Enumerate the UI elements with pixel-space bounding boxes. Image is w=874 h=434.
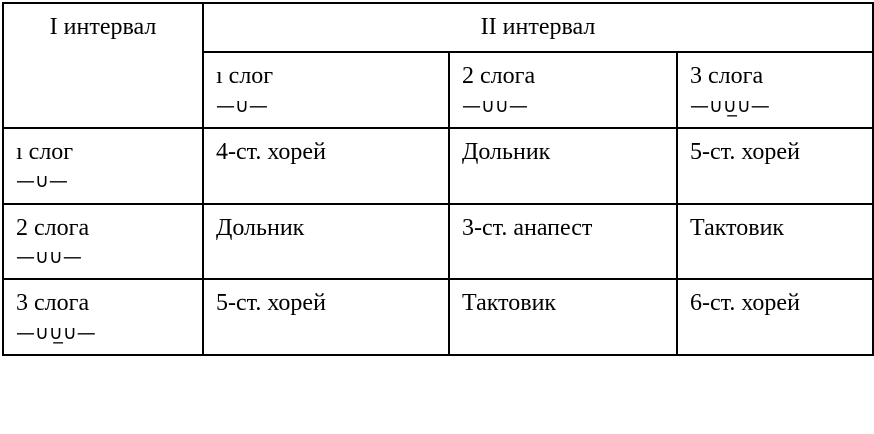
- corner-header-cell: [3, 3, 203, 128]
- cell-value-r2c3: Тактовик: [690, 214, 785, 241]
- cell-value-r1c1: 4-ст. хорей: [216, 139, 326, 166]
- table-cell-r1c1: [203, 128, 449, 204]
- table-cell-r1c3: [677, 128, 873, 204]
- table-header-row-top: [3, 3, 873, 52]
- cell-value-r3c2: Тактовик: [462, 290, 557, 317]
- corner-header-label: I интервал: [49, 14, 157, 40]
- table-cell-r3c2: [449, 279, 677, 355]
- table-row: [3, 204, 873, 280]
- cell-value-r3c3: 6-ст. хорей: [690, 290, 800, 317]
- table-cell-r3c1: [203, 279, 449, 355]
- row-header-label-1: ı слог: [16, 139, 74, 166]
- table-sheet: [0, 2, 874, 434]
- table-cell-r2c2: [449, 204, 677, 280]
- row-header-cell-3: [3, 279, 203, 355]
- table-cell-r3c3: [677, 279, 873, 355]
- metrics-table: [2, 2, 874, 356]
- column-header-cell-2: [449, 52, 677, 128]
- row-header-scheme-2: —∪∪—: [16, 246, 82, 269]
- column-header-label-3: 3 слога: [690, 63, 764, 90]
- column-header-scheme-3: —∪∪̲∪—: [690, 94, 770, 117]
- table-row: [3, 279, 873, 355]
- table-row: [3, 128, 873, 204]
- row-header-scheme-1: —∪—: [16, 170, 68, 193]
- column-header-cell-1: [203, 52, 449, 128]
- row-header-label-3: 3 слога: [16, 290, 90, 317]
- row-header-cell-2: [3, 204, 203, 280]
- top-header-label: II интервал: [480, 14, 596, 40]
- column-header-label-1: ı слог: [216, 63, 274, 90]
- column-header-scheme-1: —∪—: [216, 94, 268, 117]
- table-cell-r1c2: [449, 128, 677, 204]
- row-header-cell-1: [3, 128, 203, 204]
- cell-value-r1c3: 5-ст. хорей: [690, 139, 800, 166]
- cell-value-r2c2: 3-ст. анапест: [462, 214, 593, 241]
- column-header-label-2: 2 слога: [462, 63, 536, 90]
- cell-value-r3c1: 5-ст. хорей: [216, 290, 326, 317]
- table-cell-r2c3: [677, 204, 873, 280]
- top-header-cell: [203, 3, 873, 52]
- cell-value-r1c2: Дольник: [462, 139, 551, 166]
- cell-value-r2c1: Дольник: [216, 214, 305, 241]
- table-cell-r2c1: [203, 204, 449, 280]
- row-header-label-2: 2 слога: [16, 214, 90, 241]
- column-header-cell-3: [677, 52, 873, 128]
- column-header-scheme-2: —∪∪—: [462, 94, 528, 117]
- row-header-scheme-3: —∪∪̲∪—: [16, 321, 96, 344]
